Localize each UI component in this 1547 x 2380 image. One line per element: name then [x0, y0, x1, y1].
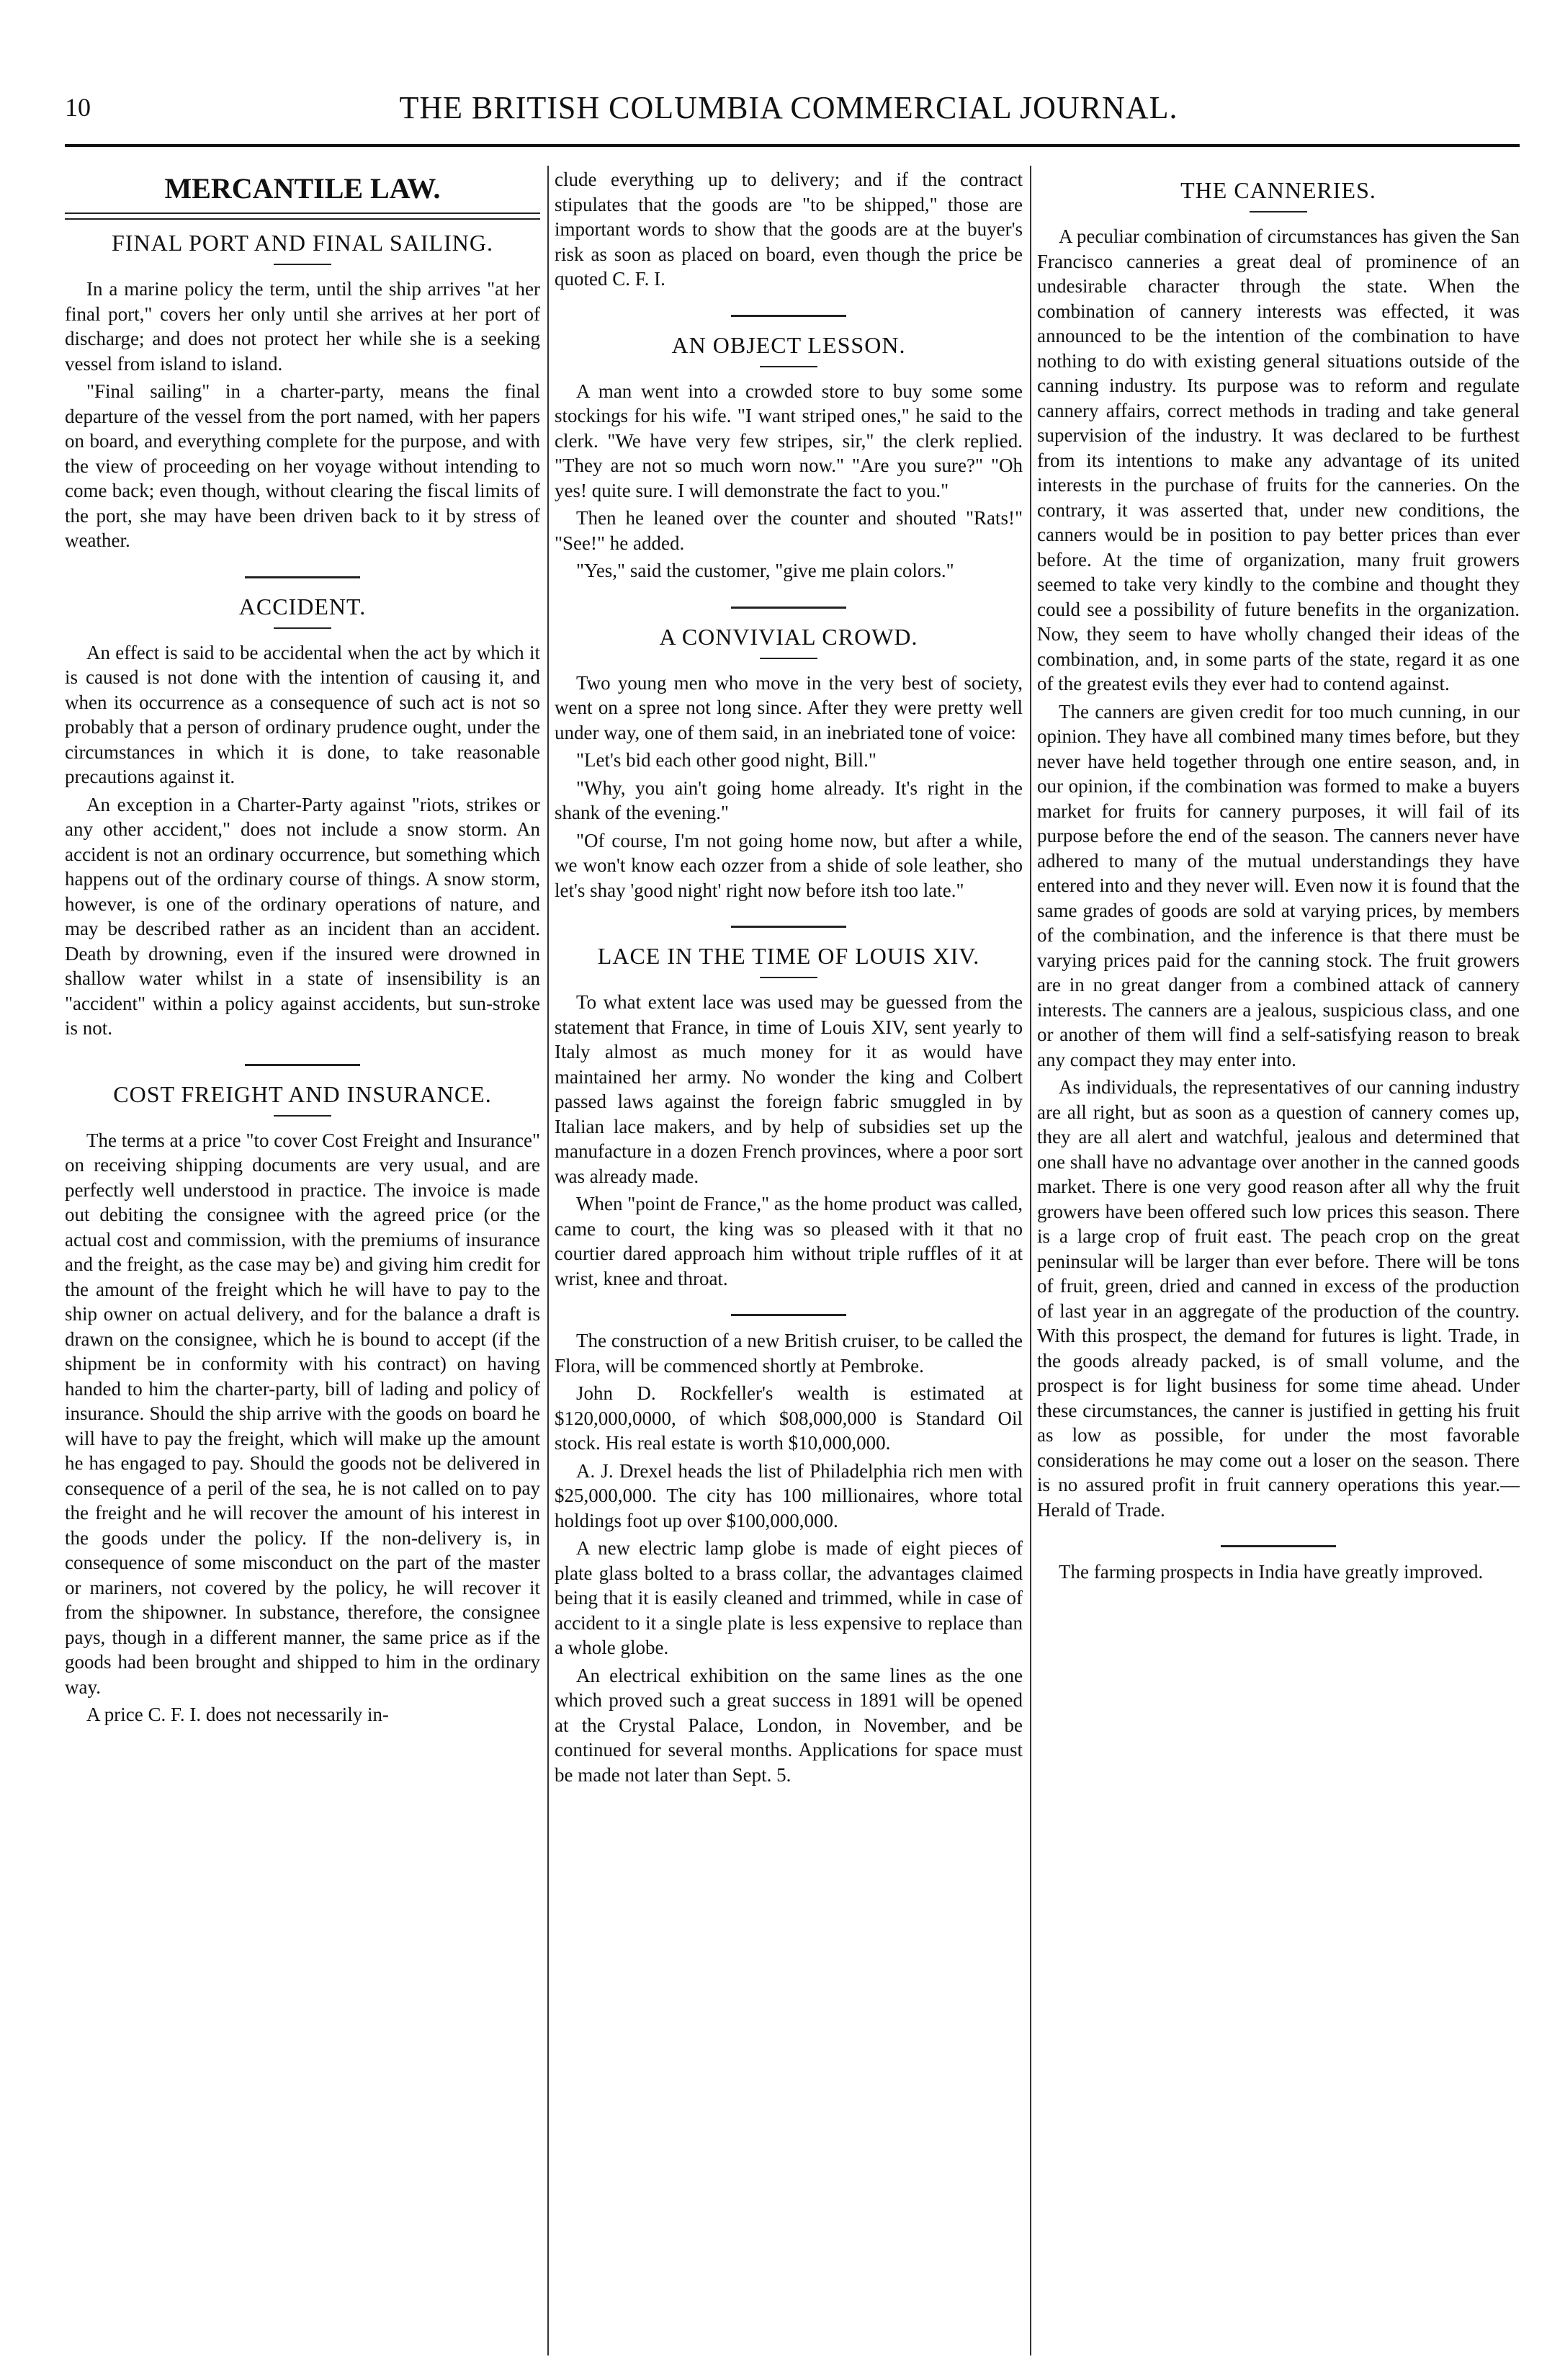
- article-title-final-port: FINAL PORT AND FINAL SAILING.: [112, 230, 493, 256]
- paragraph: "Of course, I'm not going home now, but after a while, we won't know each ozzer from a shide of sole leather, sho let's shay 'good night' right now before itsh too late.": [555, 829, 1023, 901]
- article-title-accident: ACCIDENT.: [238, 593, 367, 619]
- column-divider: [1030, 166, 1031, 2356]
- paragraph: A peculiar combination of circumstances has given the San Francisco canneries a great deal of prominence of an undesirable character through the state. When the combination of cannery interests was effected, it was announced to be the intention of the combination to have nothing to do with existing general situations outside of the canning industry. Its purpose was to reform and regulate cannery affairs, correct methods in trading and take general supervision of the industry. It was declared to be furthest from its intentions to make any advantage of its united interests in the purchase of fruits for the canneries. On the contrary, it was asserted that, under new conditions, the canners would be in position to pay better prices than ever before. At the time of organization, many fruit growers seemed to take very kindly to the combine and thought they could see a possibility of future benefits in the organization. Now, they seem to have wholly changed their ideas of the combination, and, in some parts of the state, regard it as one of the greatest evils they ever had to contend against.: [1037, 225, 1520, 694]
- column-middle: [555, 167, 1023, 2357]
- article-title-canneries: THE CANNERIES.: [1180, 177, 1376, 203]
- paragraph: As individuals, the representatives of our canning industry are all right, but as soon as a question of cannery comes up, they are all alert and watchful, jealous and determined that one shall have no advantage over another in the canned goods market. There is one very good reason after all why the fruit growers have been offered such low prices this season. There is a large crop of fruit east. The peach crop on the great peninsular will be larger than ever before. There will be tons of fruit, green, dried and canned in excess of the production of last year in an aggregate of the production of the country. With this prospect, the demand for futures is light. Trade, in the goods already packed, is of small volume, and the prospect is for light business for some time ahead. Under these circumstances, the canner is justified in getting his fruit as low as possible, for under the most favorable considerations he may come out a loser on the season. There is no assured profit in fruit cannery operations this year.—Herald of Trade.: [1037, 1076, 1520, 1521]
- article-title-cost-freight: COST FREIGHT AND INSURANCE.: [113, 1081, 492, 1107]
- ornament-divider: [555, 1307, 1023, 1321]
- paragraph: The canners are given credit for too much cunning, in our opinion. They have all combined many times before, but they never have held together through one entire season, and, in our opinion, if the combination was formed to make a buyers market for fruits for cannery purposes, it will fail of its purpose before the end of the season. The canners never have adhered to many of the mutual understandings they have entered into and they never will. Even now it is found that the same grades of goods are sold at varying prices, by members of the combination, and the inference is that there must be varying prices paid for the canning stock. The fruit growers are in no great danger from a combined attack of cannery interests. The canners are a jealous, suspicious class, and one or another of them will find a self-satisfying reason to break any compact they may enter into.: [1037, 700, 1520, 1070]
- short-rule: [760, 977, 817, 978]
- ornament-divider: [555, 918, 1023, 933]
- ornament-divider: [65, 1057, 540, 1071]
- paragraph: "Let's bid each other good night, Bill.": [576, 749, 876, 771]
- ornament-divider: [555, 308, 1023, 322]
- news-note: The farming prospects in India have greatly improved.: [1059, 1561, 1484, 1583]
- column-left: [65, 167, 540, 2357]
- section-title: MERCANTILE LAW.: [164, 172, 441, 205]
- double-rule: [65, 212, 540, 220]
- ornament-divider: [555, 599, 1023, 614]
- news-note: An electrical exhibition on the same lines as the one which proved such a great success in 1891 will be opened at the Crystal Palace, London, in November, and be continued for several months. Applications for space must be made not later than Sept. 5.: [555, 1664, 1023, 1786]
- short-rule: [760, 658, 817, 659]
- paragraph: Then he leaned over the counter and shouted "Rats!" "See!" he added.: [555, 507, 1023, 554]
- article-title-object-lesson: AN OBJECT LESSON.: [671, 331, 906, 358]
- paragraph: When "point de France," as the home product was called, came to court, the king was so pleased with it that no courtier dared approach him without triple ruffles of it at wrist, knee and throat.: [555, 1193, 1023, 1289]
- paragraph: "Yes," said the customer, "give me plain colors.": [576, 560, 954, 581]
- article-title-convivial: A CONVIVIAL CROWD.: [659, 623, 918, 650]
- paragraph: "Final sailing" in a charter-party, means the final departure of the vessel from the port named, with her papers on board, and everything complete for the purpose, and with the view of proceeding on her voyage without intending to come back; even though, without clearing the fiscal limits of the port, she may have been driven back to it by stress of weather.: [65, 380, 540, 551]
- short-rule: [274, 627, 331, 629]
- article-title-lace: LACE IN THE TIME OF LOUIS XIV.: [597, 943, 980, 969]
- short-rule: [274, 264, 331, 265]
- paragraph: In a marine policy the term, until the ship arrives "at her final port," covers her only until she arrives at her port of discharge; and does not protect her while she is a seeking vessel from island to island.: [65, 278, 540, 375]
- paragraph: "Why, you ain't going home already. It's right in the shank of the evening.": [555, 777, 1023, 823]
- paragraph: A price C. F. I. does not necessarily in-: [86, 1704, 390, 1725]
- short-rule: [274, 1115, 331, 1117]
- paragraph-continued: clude everything up to delivery; and if the contract stipulates that the goods are "to be shipped," those are important words to show that the goods are at the buyer's risk as soon as placed on board, even though the price be quoted C. F. I.: [555, 169, 1023, 290]
- page-number: 10: [65, 93, 91, 122]
- short-rule: [1250, 211, 1307, 212]
- paragraph: To what extent lace was used may be guessed from the statement that France, in time of Louis XIV, sent yearly to Italy almost as much money for it as would have maintained her army. No wonder the king and Colbert passed laws against the foreign fabric smuggled in by Italian lace makers, and by help of subsidies set up the manufacture in a dozen French provinces, where a poor sort was already made.: [555, 991, 1023, 1187]
- paragraph: An exception in a Charter-Party against "riots, strikes or any other accident," does not include a snow storm. An accident is not an ordinary occurrence, but something which happens out of the ordinary course of things. A snow storm, however, is one of the ordinary operations of nature, and may be described rather as an incident than an accident. Death by drowning, even if the insured were drowned in shallow water whilst in a state of insensibility is an "accident" within a policy against accidents, but sun-stroke is not.: [65, 793, 540, 1039]
- header-rule: [65, 144, 1520, 147]
- news-note: The construction of a new British cruiser, to be called the Flora, will be commenced shortly at Pembroke.: [555, 1330, 1023, 1377]
- column-divider: [547, 166, 549, 2356]
- paragraph: Two young men who move in the very best of society, went on a spree not long since. After they were pretty well under way, one of them said, in an inebriated tone of voice:: [555, 671, 1023, 743]
- paragraph: The terms at a price "to cover Cost Freight and Insurance" on receiving shipping documents are very usual, and are perfectly well understood in practice. The invoice is made out debiting the consignee with the agreed price (or the actual cost and commission, with the premiums of insurance and the freight, as the case may be) and giving him credit for the amount of the freight which he will have to pay to the ship owner on actual delivery, and for the balance a draft is drawn on the consignee, which he is bound to accept (if the shipment be in conformity with his contract) on having handed to him the charter-party, bill of lading and policy of insurance. Should the ship arrive with the goods on board he will have to pay the freight, which will make up the amount he has engaged to pay. Should the goods not be delivered in consequence of a peril of the sea, he is not called on to pay the freight and he will recover the amount of his interest in the goods under the policy. If the non-delivery is, in consequence of some misconduct on the part of the master or mariners, not covered by the policy, he will recover it from the shipowner. In substance, therefore, the consignee pays, though in a different manner, the same price as if the goods had been brought and shipped to him in the ordinary way.: [65, 1129, 540, 1698]
- ornament-divider: [1037, 1538, 1520, 1552]
- paragraph: A man went into a crowded store to buy some some stockings for his wife. "I want striped ones," he said to the clerk. "We have very few stripes, sir," the clerk replied. "They are not so much worn now." "Are you sure?" "Oh yes! quite sure. I will demonstrate the fact to you.": [555, 380, 1023, 501]
- ornament-divider: [65, 569, 540, 583]
- news-note: A new electric lamp globe is made of eight pieces of plate glass bolted to a brass collar, the advantages claimed being that it is easily cleaned and trimmed, while in case of accident to it a single plate is less expensive to replace than a whole globe.: [555, 1537, 1023, 1658]
- short-rule: [760, 366, 817, 367]
- page-header: [65, 85, 1512, 143]
- news-note: John D. Rockfeller's wealth is estimated at $120,000,0000, of which $08,000,000 is Standard Oil stock. His real estate is worth $10,000,000.: [555, 1382, 1023, 1454]
- news-note: A. J. Drexel heads the list of Philadelphia rich men with $25,000,000. The city has 100 millionaires, whore total holdings foot up over $100,000,000.: [555, 1459, 1023, 1531]
- column-right: [1037, 167, 1520, 2357]
- paragraph: An effect is said to be accidental when the act by which it is caused is not done with the intention of causing it, and when its occurrence as a consequence of such act is not so probably that a person of ordinary prudence ought, under the circumstances in which it is done, to take reasonable precautions against it.: [65, 641, 540, 787]
- journal-title: THE BRITISH COLUMBIA COMMERCIAL JOURNAL.: [399, 90, 1178, 125]
